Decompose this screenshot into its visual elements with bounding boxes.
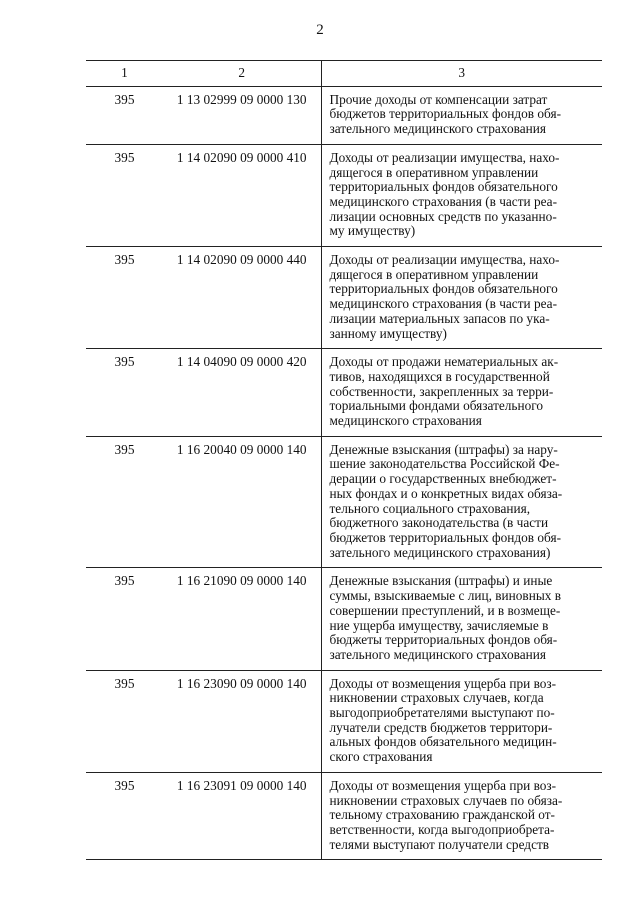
revenue-description-cell bbox=[321, 772, 602, 860]
description-line: дерации о государственных внебюджет- bbox=[329, 471, 557, 487]
admin-code-cell: 395 bbox=[86, 670, 163, 772]
table-row bbox=[86, 86, 602, 144]
description-line: Доходы от продажи нематериальных ак- bbox=[329, 354, 559, 370]
description-line: зательного медицинского страхования) bbox=[329, 544, 551, 560]
description-line: ториальными фондами обязательного bbox=[329, 398, 544, 414]
revenue-code-cell: 1 16 21090 09 0000 140 bbox=[163, 568, 321, 670]
description-line: лизации основных средств по указанно- bbox=[329, 208, 557, 224]
description-line: медицинского страхования bbox=[329, 413, 482, 429]
description-line: Доходы от реализации имущества, нахо- bbox=[329, 149, 560, 165]
description-line: тельного социального страхования, bbox=[329, 500, 531, 516]
description-line: территориальных фондов обязательного bbox=[329, 281, 558, 297]
admin-code-cell: 395 bbox=[86, 247, 163, 349]
admin-code-cell: 395 bbox=[86, 568, 163, 670]
description-line: бюджетов территориальных фондов обя- bbox=[329, 529, 562, 545]
description-line: му имуществу) bbox=[329, 223, 416, 239]
table-row bbox=[86, 568, 602, 670]
description-line: Доходы от возмещения ущерба при воз- bbox=[329, 675, 557, 691]
description-line: медицинского страхования (в части реа- bbox=[329, 193, 558, 209]
description-line: зательного медицинского страхования bbox=[329, 646, 546, 662]
revenue-description-cell bbox=[321, 144, 602, 246]
description-line: бюджетного законодательства (в части bbox=[329, 515, 549, 531]
revenue-code-cell: 1 16 23090 09 0000 140 bbox=[163, 670, 321, 772]
description-line: выгодоприобретателями выступают по- bbox=[329, 705, 555, 721]
description-line: телями выступают получатели средств bbox=[329, 836, 550, 852]
description-line: тивов, находящихся в государственной bbox=[329, 368, 550, 384]
column-header-2: 2 bbox=[163, 61, 321, 87]
description-line: бюджеты территориальных фондов обя- bbox=[329, 632, 558, 648]
table-body bbox=[86, 86, 602, 860]
description-line: никновении страховых случаев по обяза- bbox=[329, 792, 563, 808]
revenue-description-cell bbox=[321, 349, 602, 437]
description-line: территориальных фондов обязательного bbox=[329, 179, 558, 195]
revenue-code-cell: 1 16 20040 09 0000 140 bbox=[163, 436, 321, 568]
description-line: ние ущерба имуществу, зачисляемые в bbox=[329, 617, 549, 633]
admin-code-cell: 395 bbox=[86, 772, 163, 860]
table-row bbox=[86, 436, 602, 568]
description-line: Прочие доходы от компенсации затрат bbox=[329, 91, 548, 107]
admin-code-cell: 395 bbox=[86, 144, 163, 246]
description-line: суммы, взыскиваемые с лиц, виновных в bbox=[329, 588, 562, 604]
description-line: Денежные взыскания (штрафы) за нару- bbox=[329, 441, 558, 457]
admin-code-cell: 395 bbox=[86, 349, 163, 437]
table-row bbox=[86, 247, 602, 349]
description-line: Денежные взыскания (штрафы) и иные bbox=[329, 573, 553, 589]
description-line: шение законодательства Российской Фе- bbox=[329, 456, 560, 472]
description-line: тельному страхованию гражданской от- bbox=[329, 807, 555, 823]
revenue-code-cell: 1 14 02090 09 0000 440 bbox=[163, 247, 321, 349]
description-line: совершении преступлений, и в возмеще- bbox=[329, 602, 561, 618]
description-line: Доходы от возмещения ущерба при воз- bbox=[329, 777, 557, 793]
revenue-code-cell: 1 16 23091 09 0000 140 bbox=[163, 772, 321, 860]
revenue-description-cell bbox=[321, 670, 602, 772]
table-header-row bbox=[86, 61, 602, 87]
description-line: бюджетов территориальных фондов обя- bbox=[329, 106, 562, 122]
admin-code-cell: 395 bbox=[86, 436, 163, 568]
description-line: лизации материальных запасов по ука- bbox=[329, 310, 550, 326]
description-line: дящегося в оперативном управлении bbox=[329, 266, 539, 282]
description-line: лучатели средств бюджетов территори- bbox=[329, 719, 553, 735]
table-row bbox=[86, 349, 602, 437]
revenue-code-cell: 1 14 04090 09 0000 420 bbox=[163, 349, 321, 437]
revenue-description-cell bbox=[321, 86, 602, 144]
description-line: Доходы от реализации имущества, нахо- bbox=[329, 252, 560, 268]
description-line: ского страхования bbox=[329, 749, 433, 765]
description-line: ветственности, когда выгодоприобрета- bbox=[329, 821, 555, 837]
revenue-description-cell bbox=[321, 436, 602, 568]
table-row bbox=[86, 670, 602, 772]
admin-code-cell: 395 bbox=[86, 86, 163, 144]
page-number: 2 bbox=[316, 22, 324, 38]
revenue-description-cell bbox=[321, 247, 602, 349]
revenue-description-cell bbox=[321, 568, 602, 670]
revenue-codes-table bbox=[86, 60, 602, 860]
description-line: зательного медицинского страхования bbox=[329, 121, 546, 137]
table-row bbox=[86, 772, 602, 860]
description-line: собственности, закрепленных за терри- bbox=[329, 383, 554, 399]
description-line: занному имуществу) bbox=[329, 325, 447, 341]
column-header-3: 3 bbox=[321, 61, 602, 87]
description-line: альных фондов обязательного медицин- bbox=[329, 734, 557, 750]
description-line: ных фондах и о конкретных видах обяза- bbox=[329, 485, 563, 501]
table-row bbox=[86, 144, 602, 246]
description-line: дящегося в оперативном управлении bbox=[329, 164, 539, 180]
column-header-1: 1 bbox=[86, 61, 163, 87]
description-line: медицинского страхования (в части реа- bbox=[329, 296, 558, 312]
description-line: никновении страховых случаев, когда bbox=[329, 690, 544, 706]
revenue-code-cell: 1 13 02999 09 0000 130 bbox=[163, 86, 321, 144]
revenue-code-cell: 1 14 02090 09 0000 410 bbox=[163, 144, 321, 246]
